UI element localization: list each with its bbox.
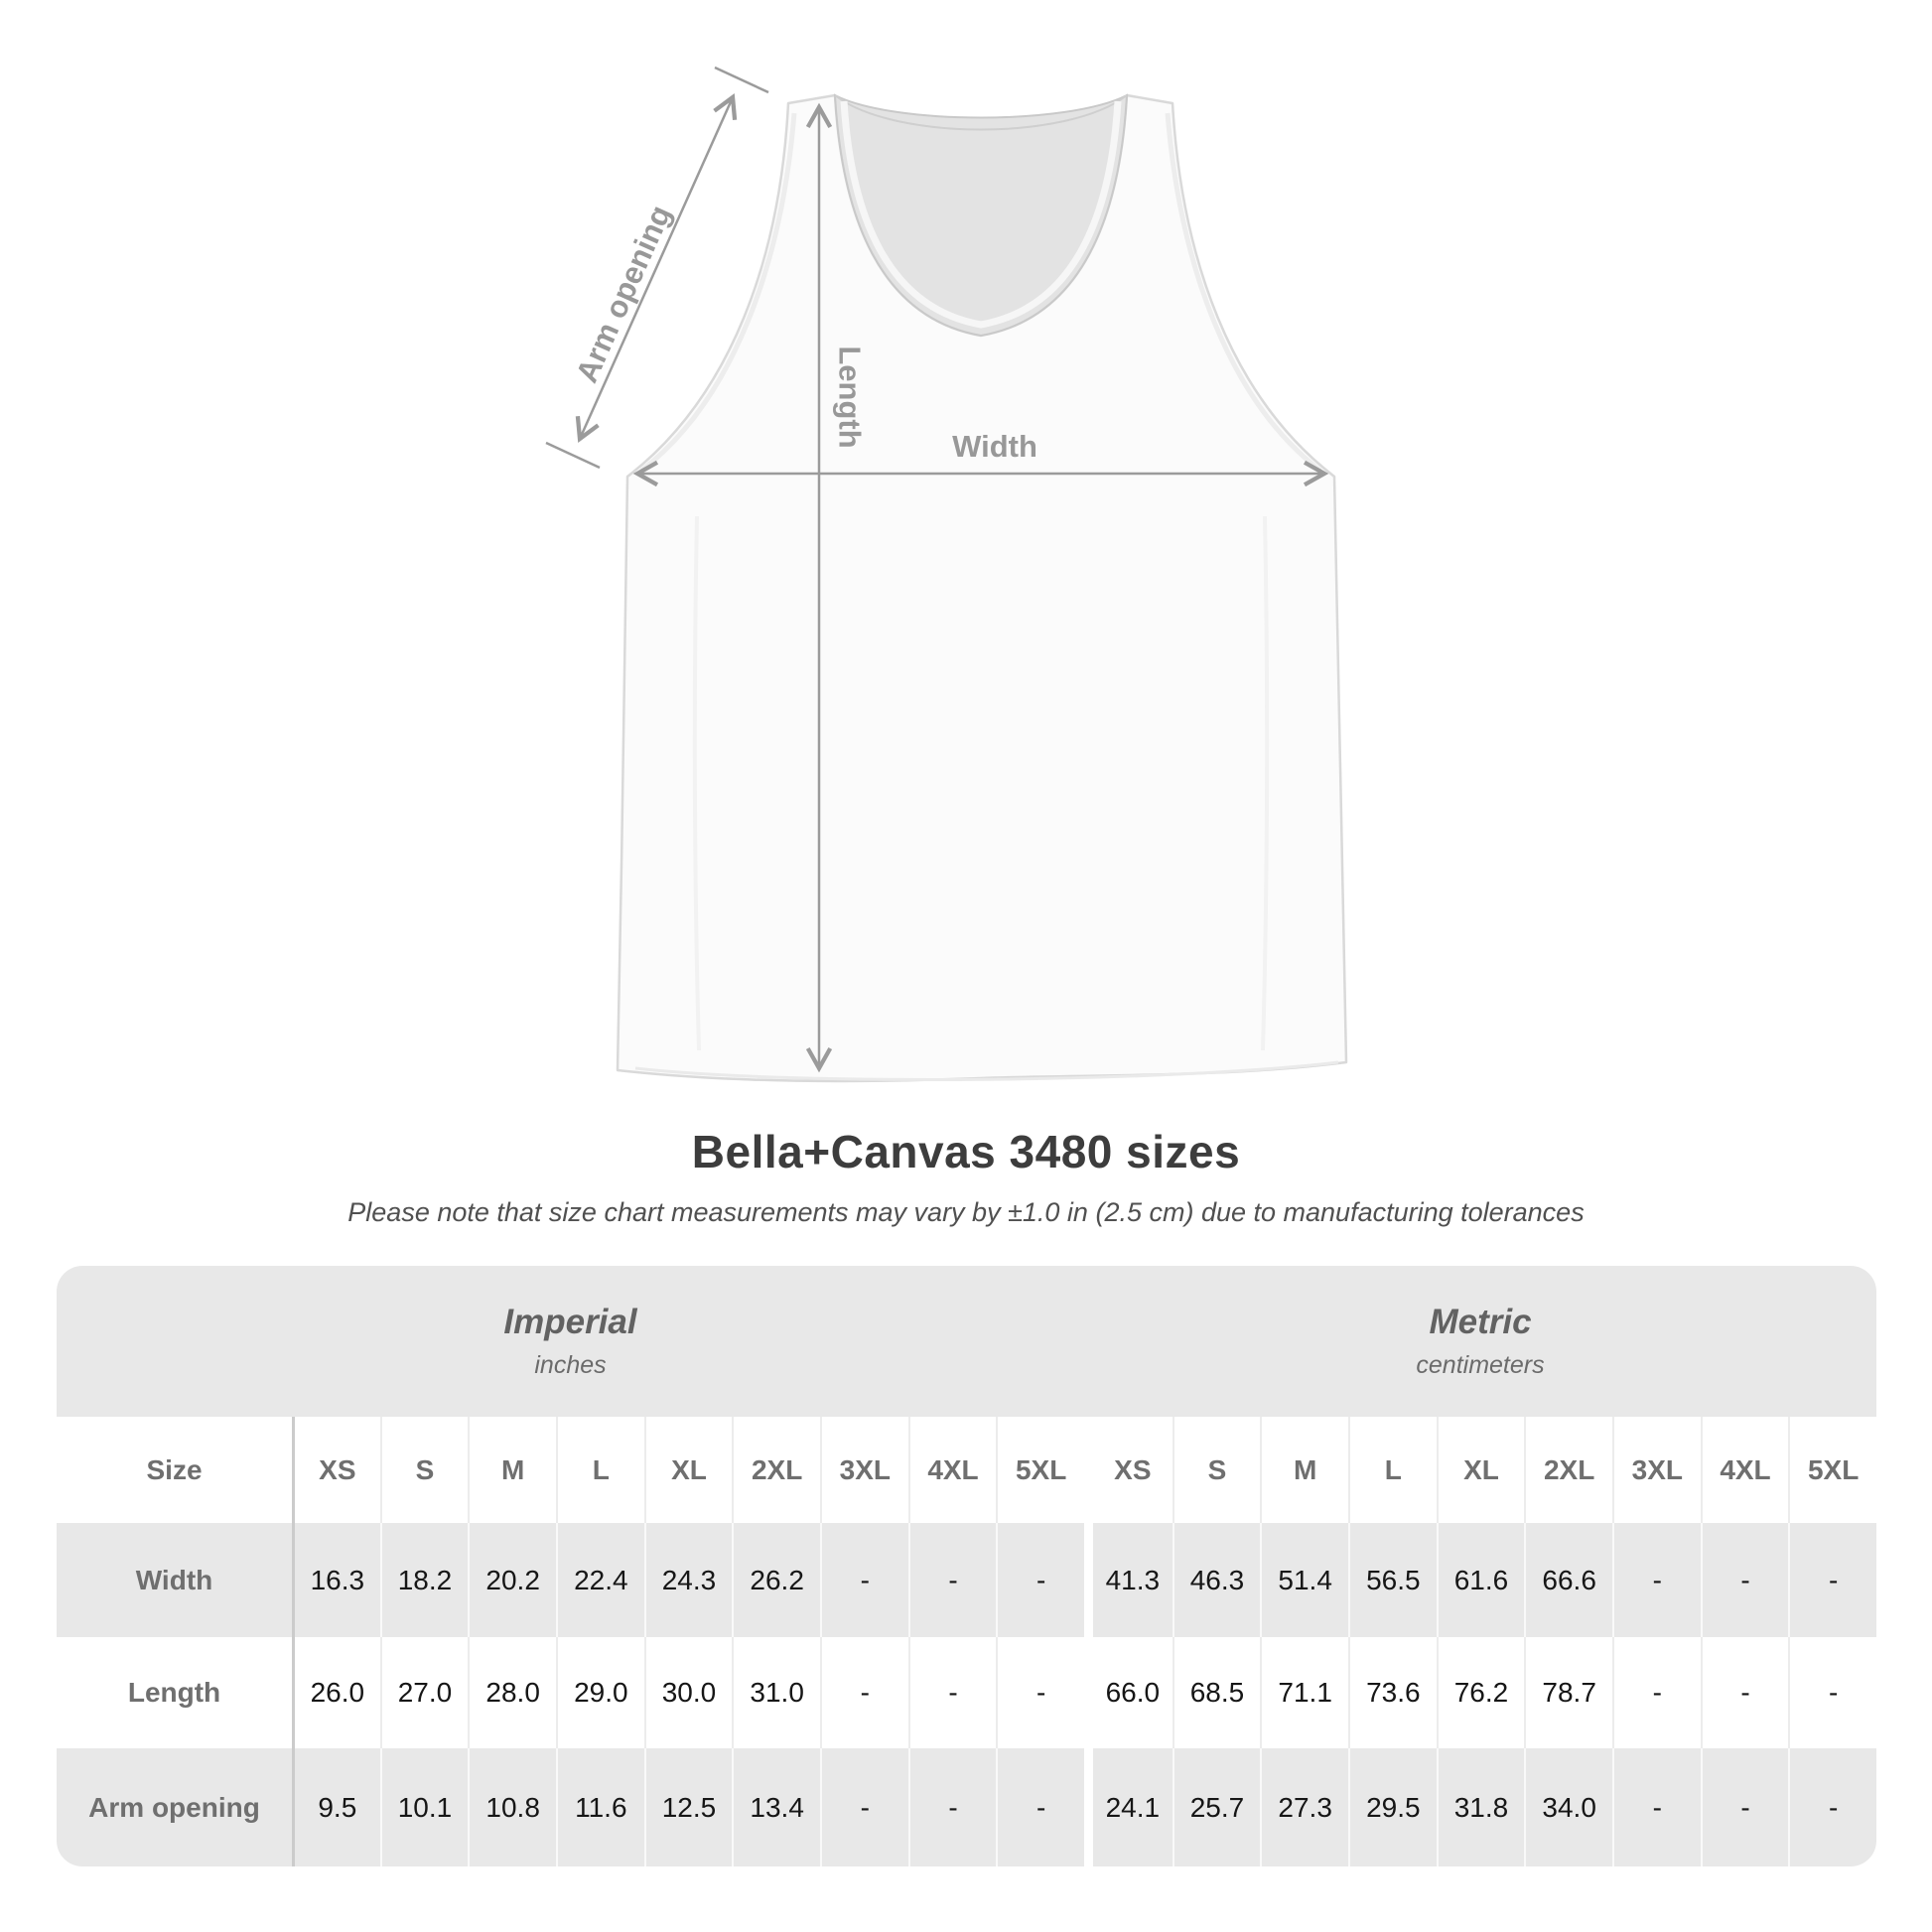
metric-value: 56.5 — [1348, 1523, 1437, 1637]
size-column-header: Size — [57, 1417, 292, 1523]
metric-value: 66.6 — [1524, 1523, 1612, 1637]
imperial-value: - — [820, 1637, 908, 1748]
arm-opening-tick-bottom — [546, 443, 600, 468]
page-title: Bella+Canvas 3480 sizes — [691, 1126, 1241, 1177]
imperial-size-header: 2XL — [732, 1417, 820, 1523]
imperial-value: - — [820, 1523, 908, 1637]
imperial-value: 27.0 — [380, 1637, 469, 1748]
metric-size-header: 3XL — [1612, 1417, 1701, 1523]
imperial-value: - — [820, 1748, 908, 1866]
metric-size-header: XS — [1084, 1417, 1173, 1523]
imperial-size-header: M — [468, 1417, 556, 1523]
imperial-value: - — [908, 1748, 997, 1866]
imperial-value: - — [908, 1637, 997, 1748]
metric-value: - — [1612, 1637, 1701, 1748]
size-table — [57, 1266, 1876, 1866]
metric-size-header: XL — [1437, 1417, 1525, 1523]
imperial-value: 16.3 — [292, 1523, 380, 1637]
imperial-size-header: L — [556, 1417, 644, 1523]
tolerance-note: Please note that size chart measurements may vary by ±1.0 in (2.5 cm) due to manufacturing tolerances — [347, 1197, 1585, 1227]
metric-value: 31.8 — [1437, 1748, 1525, 1866]
metric-value: 61.6 — [1437, 1523, 1525, 1637]
imperial-size-header: 5XL — [996, 1417, 1084, 1523]
imperial-size-header: XS — [292, 1417, 380, 1523]
imperial-value: 26.2 — [732, 1523, 820, 1637]
row-label: Length — [57, 1637, 292, 1748]
metric-size-header: 5XL — [1788, 1417, 1876, 1523]
width-label: Width — [952, 429, 1037, 464]
imperial-value: - — [908, 1523, 997, 1637]
metric-value: 66.0 — [1084, 1637, 1173, 1748]
metric-unit-label: centimeters — [1416, 1351, 1545, 1379]
imperial-value: 13.4 — [732, 1748, 820, 1866]
imperial-size-header: XL — [644, 1417, 733, 1523]
metric-size-header: 2XL — [1524, 1417, 1612, 1523]
imperial-value: 10.1 — [380, 1748, 469, 1866]
imperial-value: 31.0 — [732, 1637, 820, 1748]
metric-label: Metric — [1429, 1303, 1532, 1341]
arm-opening-tick-top — [715, 68, 768, 92]
metric-value: 73.6 — [1348, 1637, 1437, 1748]
metric-value: - — [1788, 1748, 1876, 1866]
imperial-value: 26.0 — [292, 1637, 380, 1748]
imperial-value: 18.2 — [380, 1523, 469, 1637]
imperial-value: 9.5 — [292, 1748, 380, 1866]
metric-value: - — [1788, 1637, 1876, 1748]
row-label: Arm opening — [57, 1748, 292, 1866]
imperial-value: 12.5 — [644, 1748, 733, 1866]
metric-group-header — [1084, 1266, 1876, 1417]
metric-value: 78.7 — [1524, 1637, 1612, 1748]
metric-value: 46.3 — [1173, 1523, 1261, 1637]
imperial-label: Imperial — [503, 1303, 637, 1341]
imperial-value: 28.0 — [468, 1637, 556, 1748]
metric-value: - — [1701, 1637, 1789, 1748]
imperial-size-header: 4XL — [908, 1417, 997, 1523]
imperial-value: 24.3 — [644, 1523, 733, 1637]
imperial-value: - — [996, 1748, 1084, 1866]
imperial-value: 11.6 — [556, 1748, 644, 1866]
metric-value: 51.4 — [1260, 1523, 1348, 1637]
imperial-value: 29.0 — [556, 1637, 644, 1748]
tank-top-figure — [516, 30, 1430, 1132]
imperial-value: 10.8 — [468, 1748, 556, 1866]
imperial-value: 20.2 — [468, 1523, 556, 1637]
arm-opening-label: Arm opening — [569, 200, 678, 388]
unit-group-band — [57, 1266, 1876, 1417]
imperial-value: 22.4 — [556, 1523, 644, 1637]
imperial-size-header: 3XL — [820, 1417, 908, 1523]
metric-value: - — [1612, 1523, 1701, 1637]
metric-value: 29.5 — [1348, 1748, 1437, 1866]
length-label: Length — [832, 345, 868, 449]
metric-value: - — [1701, 1748, 1789, 1866]
metric-value: - — [1788, 1523, 1876, 1637]
metric-size-header: 4XL — [1701, 1417, 1789, 1523]
row-label: Width — [57, 1523, 292, 1637]
imperial-unit-label: inches — [534, 1351, 607, 1379]
metric-value: 34.0 — [1524, 1748, 1612, 1866]
metric-size-header: S — [1173, 1417, 1261, 1523]
metric-value: 41.3 — [1084, 1523, 1173, 1637]
imperial-value: 30.0 — [644, 1637, 733, 1748]
metric-value: - — [1701, 1523, 1789, 1637]
metric-value: 27.3 — [1260, 1748, 1348, 1866]
metric-value: 25.7 — [1173, 1748, 1261, 1866]
metric-value: 71.1 — [1260, 1637, 1348, 1748]
imperial-size-header: S — [380, 1417, 469, 1523]
metric-size-header: L — [1348, 1417, 1437, 1523]
metric-size-header: M — [1260, 1417, 1348, 1523]
size-table-grid — [57, 1417, 1876, 1866]
metric-value: 76.2 — [1437, 1637, 1525, 1748]
metric-value: - — [1612, 1748, 1701, 1866]
imperial-group-header — [57, 1266, 1084, 1417]
imperial-value: - — [996, 1637, 1084, 1748]
imperial-value: - — [996, 1523, 1084, 1637]
metric-value: 24.1 — [1084, 1748, 1173, 1866]
metric-value: 68.5 — [1173, 1637, 1261, 1748]
